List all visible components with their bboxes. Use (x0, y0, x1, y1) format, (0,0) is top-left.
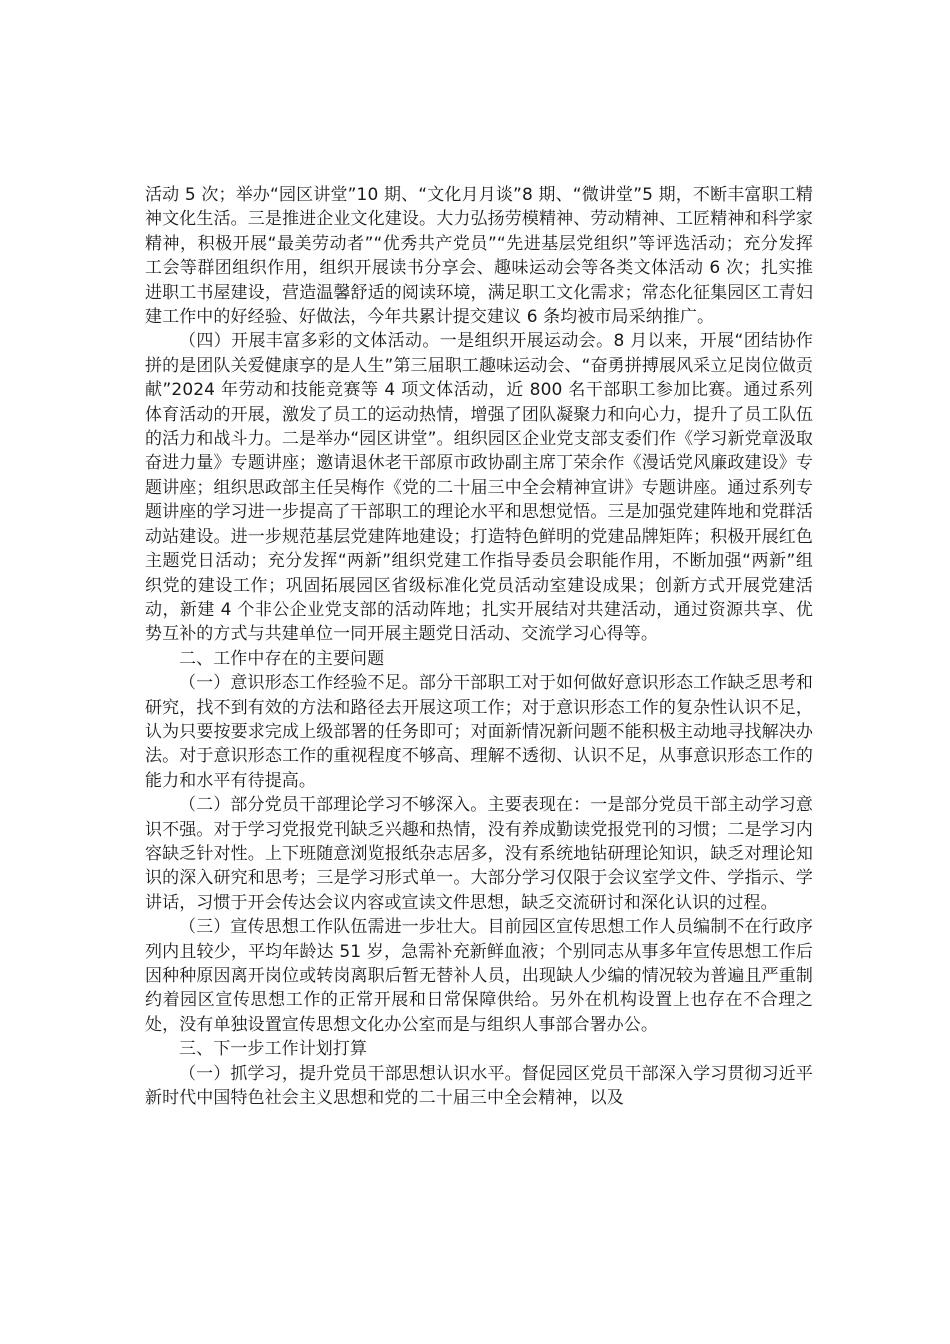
paragraph-propaganda-team: （三）宣传思想工作队伍需进一步壮大。目前园区宣传思想工作人员编制不在行政序列内且较少，平均年龄达 51 岁，急需补充新鲜血液；个别同志从事多年宣传思想工作后因种种原因离开岗位或转岗离职后暂无替补人员，出现缺人少编的情况较为普遍且严重制约着园区宣传思想工作的正常开展和日常保障供给。另外在机构设置上也存在不合理之处，没有单独设置宣传思想文化办公室而是与组织人事部合署办公。 (145, 917, 813, 1035)
section-heading-problems: 二、工作中存在的主要问题 (179, 648, 385, 669)
paragraph-continuation: 活动 5 次；举办“园区讲堂”10 期、“文化月月谈”8 期、“微讲堂”5 期，不断丰富职工精神文化生活。三是推进企业文化建设。大力弘扬劳模精神、劳动精神、工匠精神和科学家精神，积极开展“最美劳动者”“优秀共产党员”“先进基层党组织”等评选活动；充分发挥工会等群团组织作用，组织开展读书分享会、趣味运动会等各类文体活动 6 次；扎实推进职工书屋建设，营造温馨舒适的阅读环境，满足职工文化需求；常态化征集园区工青妇建工作中的好经验、好做法，今年共累计提交建议 6 条均被市局采纳推广。 (145, 185, 813, 328)
document-body (145, 183, 813, 1110)
paragraph-cultural-activities: （四）开展丰富多彩的文体活动。一是组织开展运动会。8 月以来，开展“团结协作拼的是团队关爱健康享的是人生”第三届职工趣味运动会、“奋勇拼搏展风采立足岗位做贡献”2024 年劳动和技能竞赛等 4 项文体活动，近 800 名干部职工参加比赛。通过系列体育活动的开展，激发了员工的运动热情，增强了团队凝聚力和向心力，提升了员工队伍的活力和战斗力。二是举办“园区讲堂”。组织园区企业党支部支委们作《学习新党章汲取奋进力量》专题讲座；邀请退休老干部原市政协副主席丁荣余作《漫话党风廉政建设》专题讲座；组织思政部主任吴梅作《党的二十届三中全会精神宣讲》专题讲座。通过系列专题讲座的学习进一步提高了干部职工的理论水平和思想觉悟。三是加强党建阵地和党群活动站建设。进一步规范基层党建阵地建设；打造特色鲜明的党建品牌矩阵；积极开展红色主题党日活动；充分发挥“两新”组织党建工作指导委员会职能作用，不断加强“两新”组织党的建设工作；巩固拓展园区省级标准化党员活动室建设成果；创新方式开展党建活动，新建 4 个非公企业党支部的活动阵地；扎实开展结对共建活动，通过资源共享、优势互补的方式与共建单位一同开展主题党日活动、交流学习心得等。 (145, 331, 813, 645)
section-heading-next-steps: 三、下一步工作计划打算 (179, 1039, 368, 1060)
paragraph-study-plan: （一）抓学习，提升党员干部思想认识水平。督促园区党员干部深入学习贯彻习近平新时代中国特色社会主义思想和党的二十届三中全会精神，以及 (145, 1063, 813, 1109)
paragraph-ideology-work: （一）意识形态工作经验不足。部分干部职工对于如何做好意识形态工作缺乏思考和研究，找不到有效的方法和路径去开展这项工作；对于意识形态工作的复杂性认识不足，认为只要按要求完成上级部署的任务即可；对面新情况新问题不能积极主动地寻找解决办法。对于意识形态工作的重视程度不够高、理解不透彻、认识不足，从事意识形态工作的能力和水平有待提高。 (145, 673, 813, 791)
paragraph-theory-study: （二）部分党员干部理论学习不够深入。主要表现在：一是部分党员干部主动学习意识不强。对于学习党报党刊缺乏兴趣和热情，没有养成勤读党报党刊的习惯；二是学习内容缺乏针对性。上下班随意浏览报纸杂志居多，没有系统地钻研理论知识，缺乏对理论知识的深入研究和思考；三是学习形式单一。大部分学习仅限于会议室学文件、学指示、学讲话，习惯于开会传达会议内容或宣读文件思想，缺乏交流研讨和深化认识的过程。 (145, 795, 813, 913)
